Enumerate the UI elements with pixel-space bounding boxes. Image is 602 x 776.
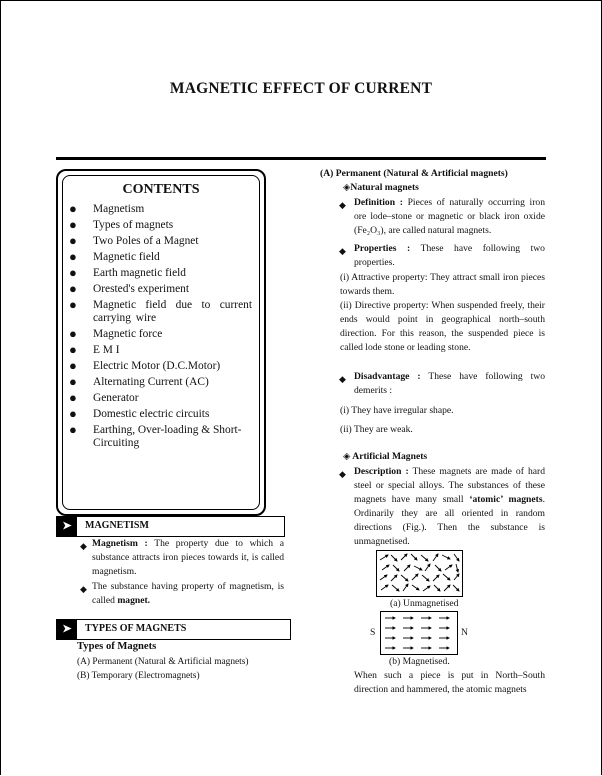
types-item-b: (B) Temporary (Electromagnets)	[77, 671, 200, 681]
contents-heading: CONTENTS	[122, 182, 200, 197]
diamond-icon: ◆	[339, 374, 346, 384]
bullet-icon: ●	[69, 374, 77, 389]
unmagnetised-figure	[376, 550, 463, 597]
bullet-icon: ●	[69, 422, 77, 437]
list-item: ● Magnetism	[69, 201, 145, 216]
title-rule	[56, 157, 546, 160]
contents-box	[56, 169, 266, 516]
list-item: ● Two Poles of a Magnet	[69, 233, 199, 248]
bullet-icon: ●	[69, 249, 77, 264]
arrow-icon: ➤	[57, 517, 77, 536]
list-item: ● Alternating Current (AC)	[69, 374, 209, 389]
bullet-icon: ●	[69, 281, 77, 296]
aligned-arrows-diagram	[381, 612, 457, 654]
diamond-icon: ◆	[80, 584, 87, 594]
property-i: (i) Attractive property: They attract small iron pieces towards them.	[340, 272, 545, 297]
bullet-icon: ●	[69, 265, 77, 280]
types-item-a: (A) Permanent (Natural & Artificial magnets)	[77, 657, 249, 667]
magnetism-definition: Magnetism : The property due to which a substance attracts iron pieces towards it, is called magnetism.	[92, 538, 284, 577]
demerit-2: (ii) They are weak.	[340, 424, 413, 435]
bullet-icon: ●	[69, 201, 77, 216]
list-item: ● Generator	[69, 390, 139, 405]
bullet-icon: ●	[69, 390, 77, 405]
diamond-icon: ◆	[80, 541, 87, 551]
bullet-icon: ●	[69, 297, 77, 312]
bullet-icon: ●	[69, 342, 77, 357]
list-item: ● Magnetic field due to current carrying wire	[69, 297, 252, 324]
bullet-icon: ●	[69, 217, 77, 232]
list-item: ● Orested's experiment	[69, 281, 189, 296]
definition-paragraph: Definition : Pieces of naturally occurring iron ore lode–stone or magnetic or black iron oxide (Fe₂O₃), are called natural magnets.	[354, 197, 545, 236]
page-title: MAGNETIC EFFECT OF CURRENT	[169, 80, 433, 97]
magnet-definition: The substance having property of magnetism, is called magnet.	[92, 581, 284, 606]
diamond-outline-icon: ◈	[343, 182, 351, 193]
list-item: ● Earthing, Over-loading & Short-Circuiting	[69, 422, 242, 449]
figure-a-caption: (a) Unmagnetised	[390, 598, 459, 609]
magnetised-figure	[380, 611, 458, 655]
contents-list	[68, 203, 252, 453]
closing-paragraph: When such a piece is put in North–South direction and hammered, the atomic magnets	[354, 670, 545, 695]
disadvantage-paragraph: Disadvantage : These have following two demerits :	[354, 371, 545, 396]
subsection-a-heading: (A) Permanent (Natural & Artificial magnets)	[320, 168, 508, 179]
section-title: MAGNETISM	[85, 520, 149, 531]
list-item: ● Magnetic field	[69, 249, 160, 264]
section-header-types	[56, 619, 291, 640]
list-item: ● Electric Motor (D.C.Motor)	[69, 358, 221, 373]
artificial-magnets-heading: ◈ Artificial Magnets	[343, 451, 428, 462]
list-item: ● Domestic electric circuits	[69, 406, 210, 421]
description-paragraph: Description : These magnets are made of hard steel or special alloys. The substances of these magnets have many small ‘atomic’ magnets. Ordinarily they are all oriented in random directions (Fig.). Then the substance is unmagnetised.	[354, 466, 545, 547]
types-subheading: Types of Magnets	[77, 641, 157, 652]
diamond-icon: ◆	[339, 469, 346, 479]
bullet-icon: ●	[69, 233, 77, 248]
list-item: ● Types of magnets	[69, 217, 174, 232]
south-pole-label: S	[370, 627, 376, 638]
figure-b-caption: (b) Magnetised.	[389, 656, 450, 667]
properties-paragraph: Properties : These have following two properties.	[354, 243, 545, 268]
bullet-icon: ●	[69, 326, 77, 341]
north-pole-label: N	[461, 627, 468, 638]
bullet-icon: ●	[69, 406, 77, 421]
list-item: ● E M I	[69, 342, 120, 357]
natural-magnets-heading: ◈Natural magnets	[343, 182, 419, 193]
property-ii: (ii) Directive property: When suspended freely, their ends would point in geographical north–south direction. For this reason, the suspended piece is called lode stone or leading stone.	[340, 300, 545, 353]
arrow-icon: ➤	[57, 620, 77, 639]
diamond-outline-icon: ◈	[343, 451, 351, 462]
section-header-magnetism	[56, 516, 285, 537]
demerit-1: (i) They have irregular shape.	[340, 405, 454, 416]
diamond-icon: ◆	[339, 246, 346, 256]
bullet-icon: ●	[69, 358, 77, 373]
random-arrows-diagram	[377, 551, 462, 596]
section-title: TYPES OF MAGNETS	[85, 623, 187, 634]
list-item: ● Earth magnetic field	[69, 265, 186, 280]
diamond-icon: ◆	[339, 200, 346, 210]
list-item: ● Magnetic force	[69, 326, 163, 341]
